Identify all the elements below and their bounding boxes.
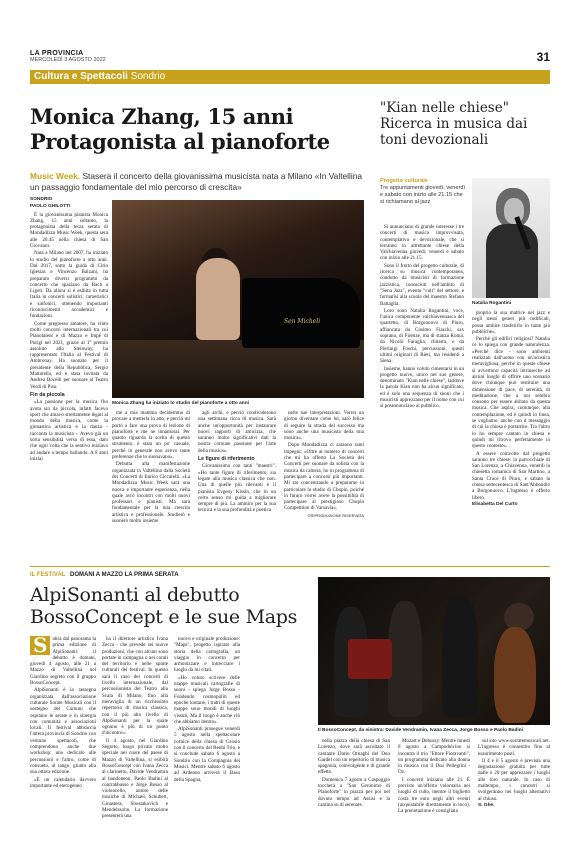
paragraph: Dopo Mondadizza ci saranno tanti impegni: «Oltre al numero di concerti che mi ha offerto La Società dei Concerti per suonare da solista con la musica da camera, ho in programma di partecipare a concorsi più importanti. Mi sto concentrando a prepararne in particolare lo studio di Chopin, poiché in futuro vorrei avere la possibilità di partecipare al prestigioso Chopin Competition di Varsavia». [284, 442, 364, 512]
festival-label [30, 572, 179, 578]
paragraph: nella piazza della chiesa di San Lorenzo, dove sarà ascoltato il cantante Dario Ornaghi del Duo Gardel con un repertorio di musica spagnola, coinvolgente e di grande effetto. [318, 738, 390, 776]
paragraph: I concerti iniziano alle 21. È previsto un'offerta volontaria nei luoghi di culto, mentre il biglietto costa tre euro negli altri eventi (acquistabile direttamente in loco). La prenotazione è consigliata [398, 776, 470, 815]
stage [112, 340, 364, 398]
newspaper-name: LA PROVINCIA [30, 50, 84, 57]
paragraph: sul sito www.sorratemusicali.net. L'ingresso è consentito fino al esaurimento posti. [478, 738, 550, 757]
paragraph: «La passione per la musica l'ho avuta sin da piccola, infatti facevo sport che amavo strettamente legati al mondo della musica, come la ginnastica artistica e la danza - racconta la musicista -. Avevo già un sorta sensibilità verso di essa, dato che ogni volta che la sentivo iniziavo ad andare a tempo ballando. A 8 anni iniziai [30, 399, 108, 462]
main-photo-caption: Monica Zhang ha iniziato lo studio del pianoforte a otto anni [112, 401, 249, 406]
singer-face [504, 198, 524, 224]
side-headline: "Kian nelle chiese" Ricerca in musica dai toni devozionali [380, 100, 528, 148]
paragraph: Sono il frutto del progetto culturale, di ricerca su musica contemporanea, condotto da musicisti di formazione jazzistica, conosciuti nell'ambito di "Sena Jazz", evento "cult" del settore, e formatisi alla scuola del maestro Stefano Battaglia. [380, 262, 464, 307]
paragraph: Mozart e Debussy. Mentre lunedì 8 agosto a Campodolcino si incontra il trio "Ettore Fioravanti", un programma dedicato alla donna in musica con il Duo Pellegrini - Oz. [398, 738, 470, 776]
section-name: Cultura e Spettacoli [34, 71, 128, 82]
issue-date: MERCOLEDÌ 3 AGOSTO 2022 [30, 57, 106, 63]
paragraph: Come pregresso amatore, ha vinto molti concorsi internazionali tra cui Pianotalent e di Mazzo e Impé di Purigi nel 2021, grazie al 1° premio assoluto allo Steinway, ha rappresentato l'Italia al Festival di Ambronay. Ha suonato per il presidente della Repubblica, Sergio Mattarella, ed è stata invitata da Andrea Bocelli per suonare al Teatro Verdi di Pisa. [30, 320, 108, 390]
singer-photo [472, 178, 550, 298]
paragraph: AlpiSonanti prosegue venerdì 5 agosto nella spettacolare cornice della chiesa di Grosio con il concerto del Benhi Trio, e si conclude sabato 6 agosto a Sondrio con la Compagnia dei Musici. Mentre sabato 6 agosto ad Ardenno arriverà il Baso della Spagna, [174, 726, 240, 783]
paragraph [30, 636, 96, 686]
bottom-column-5 [398, 738, 470, 838]
singer-body [486, 224, 538, 298]
side-column-2 [472, 310, 550, 560]
section-bar [30, 70, 550, 84]
bottom-headline: AlpiSonanti al debutto BossoConcept e le sue Maps [30, 584, 298, 628]
paragraph: Il 4 agosto, nel Giardino Segreto, luogo privato molto speciale nel cuore del paese di Mazzo di Valtellina, si esibirà BossoConcept con Ivana Zecca al clarinetto, Davide Vendramin al bandoneon, Paolo Badini al contrabbasso e Jorge Bosso al violoncello, autore delle musiche di Michael, Schubert, Ginastera, Shostakovich e Mendelssohn. La formazione presenterà una [102, 737, 168, 820]
paragraph: Domenica 7 agosto a Caspoggio toccherà a "San Gerónimo di Pianoforte" in piazza per poi nel dovuto tempo ad Assisi e la cantina su di serenate. [318, 776, 390, 808]
main-column-1 [30, 197, 108, 557]
page-number: 31 [536, 50, 550, 64]
main-column-2 [112, 410, 190, 560]
paragraph: Insieme, hanno voluto cimentarsi in un progetto nuovo, unico nel suo genere, denominato "Kian nelle chiese", laddove la parola Kian non ha alcun significato, ed è solo una sequenza di suoni che i musicisti apprezzano per il nome con cui si preannunciano al pubblico. [380, 365, 464, 410]
paragraph: Loro sono Natalia Rogantini, voce, l'unica componente valchiavennasca del quartetto, di Borgonuovo di Piuro, affiancata da Cosimo Fiaschi, sax soprano, di Firenze, ma di stanza Roma, da Nicolò Faraglia, chitarra, e da Pierluigi Foschi, percussioni, questi ultimi originari di Rieti, ma residenti a Siena. [380, 307, 464, 365]
paragraph: nelle sue interpretazioni. Vorrei un giorno diventare come lui, sarò felice di seguire la strada del successo ma sono anche una musicista della mia musica». [284, 410, 364, 442]
paragraph: A essere coinvolte dal progetto saranno tre chiese: la parrocchiale di San Lorenzo, a Chiavenna, venerdì la chiesetta romanica di San Martino, a Santa Croce di Piuro, e sabato la chiesa settecentesca di Sant'Abbondio a Borgonuovo. L'ingresso è offerto libero. [472, 450, 550, 501]
paragraph: Nata a Milano nel 2007, ha iniziato lo studio del pianoforte a otto anni. Dal 2017, sotto la guida di Cirio Iglesias e Vincenzo Balzani, ha preparato diversi programmi da concerto che spaziano da Bach a Ligeti. Da allora si è esibita in tutta Italia in concerti solistici, cameristici e sinfonici, ottenendo importanti riconoscimenti accademici e fondazioni. [30, 250, 108, 320]
byline-place: SONDRIO [30, 197, 53, 202]
paragraph: «È un calendario davvero importante ed eterogeneo [30, 776, 96, 789]
side-column-1 [380, 224, 464, 559]
festival-sub: DOMANI A MAZZO LA PRIMA SERATA [70, 572, 179, 578]
paragraph: me a mia mamma decidemmo di provare a metterla in atto, e perciò mi portò a fare una prova di lezione di pianoforte e me ne innamorai. Per quanto riguarda la scelta di questo strumento, è stata un po' casuale, perché in generale non avevo tante preferenze che lo suonavano». [112, 410, 190, 461]
paragraph: Si annunciano di grande interesse i tre concerti di musica improvvisata, contemplativo e devozionale, che si terranno in altrettante chiese della Valchiavenna giovedì, venerdì e sabato con inizio alle 21.15. [380, 224, 464, 262]
masthead [30, 50, 106, 63]
pianist-photo [112, 200, 364, 398]
piano-brand: Sen Micheli [284, 318, 321, 325]
bottom-column-4 [318, 738, 390, 838]
side-lead: Tre appuntamenti giovedì, venerdì e sabato con inizio alle 21.15 che si richiamano al jazz [380, 185, 465, 205]
singer-caption: Natalia Rogantini [472, 301, 512, 306]
bottom-column-6 [478, 738, 550, 838]
byline-author: PAOLO GHILOTTI [30, 204, 71, 210]
copyright-note: ©RIPRODUZIONE RISERVATA [307, 512, 364, 518]
main-headline: Monica Zhang, 15 anni Protagonista al pianoforte [30, 104, 330, 154]
paragraph: È la giovanissima pianista Monica Zhang, 15 anni soltanto, la protagonista della terza serata di Mondadizza Music Week, questa sera alle 20.45 nella chiesa di San Giovanni. [30, 211, 108, 250]
kicker-label: Music Week. [30, 171, 81, 181]
bottom-column-1 [30, 636, 96, 836]
bandoneon [348, 639, 392, 679]
main-column-4 [284, 410, 364, 560]
paragraph: nuovo e originale produzione: "Maps", progetto ispirato alla storia della cartografia, un viaggio in concerto per armonizzare e intrecciare i luoghi da lui citati. [174, 636, 240, 674]
main-kicker [30, 171, 370, 193]
pianist-figure [196, 258, 240, 340]
main-column-3 [198, 410, 276, 560]
kicker-text: Stasera il concerto della giovanissima musicista nata a Milano «In Valtellina un passaggio fondamentale del mio percorso di crescita» [30, 171, 363, 192]
side-signature: Elisabetta Del Curto [472, 501, 518, 507]
musician-2 [388, 601, 422, 717]
divider [30, 566, 550, 567]
section-label [34, 71, 165, 82]
paragraph: Il 4 e il 5 agosto è prevista una degustazione gratuita per tutte dalle o 20 per apprezzare i luoghi alle loro naturale. In caso di maltempo, i concerti si svolgeranno nei luoghi alternativi al chiuso. [478, 757, 550, 802]
bottom-column-3 [174, 636, 240, 836]
paragraph: Giovanissima con tanti "maestri". «Ho tante figure di riferimento, sia legate alla musica classica che non. Una di quelle più rilevanti è il pianista Evgeny Kissin, che in un certo senso mi guida a migliorare sempre di più. La ammiro per la sua tecnica e la sua profondità e poetica [198, 463, 276, 514]
double-bass [494, 627, 536, 723]
drop-cap: S [30, 636, 50, 655]
paragraph: ha il direttore artistico Ivana Zecca - che prevede sei nuove produzioni, che con alcuni sono portate in campagna o nei corali del territorio e nelle spinte culturali del festival. In questo sarà il caso dei concerti di livello internazionale, dal percussionista del Teatro alla Scala di Milano, fino alla meraviglia di un ricchissimo repertorio di musica classica, con il più alto livello di AlpiSonanti per la quale ognuno è più di un punto d'incontro». [102, 636, 168, 737]
paragraph: «Ho voluto scrivere delle mappe musicali cartografie di suoni - spiega Jorge Bosso - Fondendo cosmopoliti ed epoche lontane, i tratti di queste mappe sono mondi di luoghi vissuti, Ma il luogo è anche ciò che abbiamo dentro». [174, 674, 240, 725]
musician-3 [442, 595, 478, 717]
paragraph: proprio la sua matrice nel jazz e negli stessi generi più codificati, possa ambire trasferirlo in tante più pubbliche». [472, 310, 550, 335]
paragraph: agli archi, e perciò condividerono una settimana ricca di musica. Sarà anche un'opportunità per instaurare nuovi rapporti di amicizia, che saranno molto significativi dati la nostra comune passione per l'arte della musica». [198, 410, 276, 454]
grand-piano [242, 278, 360, 348]
section-place: Sondrio [130, 71, 166, 82]
subheading: Le figure di riferimento [198, 456, 255, 463]
paragraph-text: alirà dal panorama la prima edizione di AlpiSonanti: il debutto è domani, giovedì 4 agosto, alle 21 a Mazzo di Valtellina nel Giardino segreto con il gruppo BossoConcept. [30, 636, 96, 687]
bottom-signature: S. Ghe. [478, 802, 495, 808]
festival-tag: IL FESTIVAL [30, 572, 66, 578]
side-label: Progetto culturale [380, 178, 428, 184]
band-photo [318, 577, 550, 725]
subheading: Fin da piccola [30, 391, 65, 398]
bottom-column-2 [102, 636, 168, 836]
paragraph: Debutta alla manifestazione organizzata in Valtellina dalla Società dei Concerti di Enrico Ciccarelli. «La Mondadizza Music Week sarà una nuova e importante esperienza, nella quale avrò incontri con molti nuovi professori e pianisti. Ma sarà fondamentale per la mia crescita artistica e professionale. Studierò e suonerò molto insieme [112, 461, 190, 525]
paragraph: AlpiSonanti è la rassegna organizzata dall'associazione culturale Sorate Musicali con il sostegno dei Comuni che ospitano le serate e in sinergia con comunità e associazioni locali. Il festival abbraccia l'intera provincia di Sondrio con ventuno spettacoli, che comprendono anche due workshop: uno dedicato alle percussioni e l'altro, come di consueto, al tango, giunto alla sua ottava edizione. [30, 687, 96, 776]
band-photo-caption: Il BossoConcept, da sinistra: Davide Vendramin, Ivana Zecca, Jorge Bosso e Paolo Badini [318, 728, 523, 733]
paragraph: Perché gli edifici religiosi? Natalia ce lo spiega con grande naturalezza. «Perché dice - sono ambienti realizzati dall'uomo con un'acustica meravigliosa, perché in queste chiese si avvertono capacità intrinseche ad alcuni luoghi di offrire uno scenario dove chiunque può restituire una dimensione di pace, di serenità, di meditazione, che a noi sembra consono per essere abitato da questa musica. Che aspira, comunque, alla contemplazione, ed è quindi in linea, se vogliamo, anche con il messaggio di cui la chiesa è portatrice. Tra l'altro io ho sempre cantato in chiesa e quindi mi ritrovo perfettamente in questo contesto». [472, 336, 550, 450]
